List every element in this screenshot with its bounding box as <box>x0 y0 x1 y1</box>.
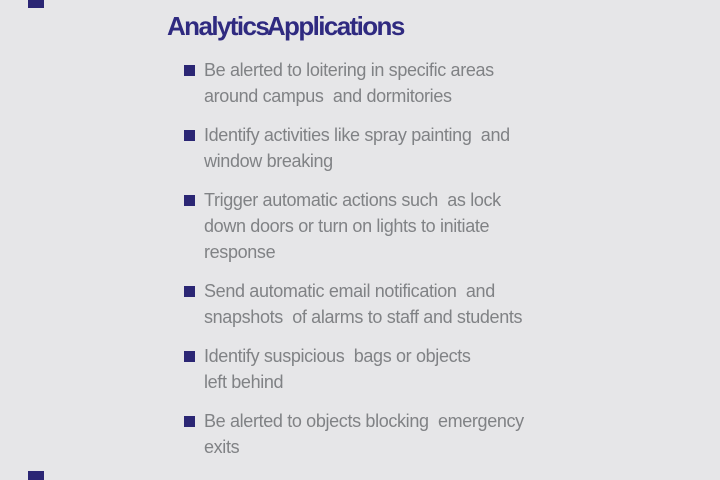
bullet-line: exits <box>204 437 240 457</box>
bullet-line: left behind <box>204 372 284 392</box>
bullet-text <box>204 408 524 460</box>
bullet-line: response <box>204 242 276 262</box>
list-item <box>184 278 584 330</box>
corner-accent-top-icon <box>28 0 44 8</box>
list-item <box>184 343 584 395</box>
bullet-square-icon <box>184 130 195 141</box>
bullet-line: around campus and dormitories <box>204 86 452 106</box>
bullet-line: snapshots of alarms to staff and students <box>204 307 523 327</box>
bullet-square-icon <box>184 195 195 206</box>
bullet-line: Send automatic email notification and <box>204 281 495 301</box>
list-item <box>184 408 584 460</box>
bullet-line: Trigger automatic actions such as lock <box>204 190 501 210</box>
page-title: Analytics Applications <box>167 11 404 41</box>
bullet-line: window breaking <box>204 151 333 171</box>
bullet-text <box>204 122 510 174</box>
bullet-text <box>204 187 501 265</box>
bullet-square-icon <box>184 286 195 297</box>
bullet-square-icon <box>184 416 195 427</box>
corner-accent-bottom-icon <box>28 471 44 480</box>
list-item <box>184 57 584 109</box>
bullet-text <box>204 343 471 395</box>
bullet-square-icon <box>184 65 195 76</box>
bullet-text <box>204 278 522 330</box>
bullet-list <box>184 57 584 473</box>
bullet-line: down doors or turn on lights to initiate <box>204 216 490 236</box>
bullet-square-icon <box>184 351 195 362</box>
bullet-line: Identify suspicious bags or objects <box>204 346 471 366</box>
list-item <box>184 122 584 174</box>
bullet-text <box>204 57 494 109</box>
list-item <box>184 187 584 265</box>
bullet-line: Be alerted to loitering in specific areas <box>204 60 494 80</box>
bullet-line: Be alerted to objects blocking emergency <box>204 411 524 431</box>
bullet-line: Identify activities like spray painting and <box>204 125 510 145</box>
